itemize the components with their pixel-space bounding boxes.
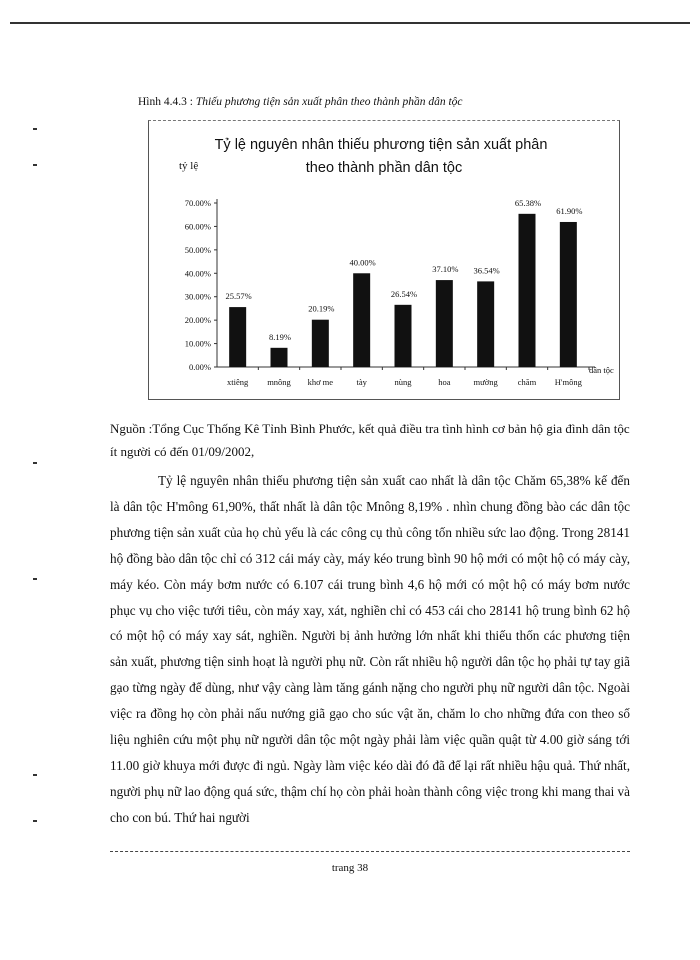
footer-rule bbox=[110, 851, 630, 852]
y-tick-label: 40.00% bbox=[184, 268, 211, 279]
x-tick-label: xtiêng bbox=[227, 377, 249, 387]
scan-speck bbox=[33, 820, 37, 822]
data-label: 36.54% bbox=[473, 265, 500, 276]
data-label: 25.57% bbox=[225, 291, 252, 302]
data-label: 61.90% bbox=[556, 205, 583, 216]
figure-caption bbox=[138, 96, 463, 108]
bar bbox=[312, 320, 329, 367]
bar bbox=[519, 214, 536, 367]
scan-speck bbox=[33, 578, 37, 580]
scan-speck bbox=[33, 164, 37, 166]
bar bbox=[477, 281, 494, 367]
x-tick-label: H'mông bbox=[554, 377, 582, 387]
x-tick-label: nùng bbox=[394, 377, 412, 387]
body-paragraph: Tỷ lệ nguyên nhân thiếu phương tiện sản xuất cao nhất là dân tộc Chăm 65,38% kế đến là dân tộc H'mông 61,90%, thất nhất là dân tộc Mnông 8,19% . nhìn chung đồng bào các dân tộc phương tiện sản xuất của họ chủ yếu là các công cụ thủ công tốn nhiều sức lao động. Trong 28141 hộ đồng bào dân tộc chỉ có 312 cái máy cày, máy kéo trung bình 90 hộ mới có một hộ có máy cày, máy kéo. Còn máy bơm nước có 6.107 cái trung bình 4,6 hộ mới có một hộ có máy bơm nước phục vụ cho việc tưới tiêu, còn máy xay, xát, nghiền chỉ có 453 cái cho 28141 hộ trung bình 62 hộ có một hộ có máy xay sát, nghiền. Người bị ảnh hưởng lớn nhất khi thiếu thốn các phương tiện sản xuất, phương tiện sinh hoạt là người phụ nữ. Còn rất nhiều hộ người dân tộc họ phải tự tay giã gạo từng ngày để dùng, như vậy càng làm tăng gánh nặng cho người phụ nữ người dân tộc. Ngoài việc ra đồng họ còn phải nấu nướng giã gạo cho súc vật ăn, chăm lo cho những đứa con theo số liệu nghiên cứu một phụ nữ người dân tộc một ngày phải làm việc quần quật từ 4.00 giờ sáng tới 11.00 giờ khuya mới được đi ngủ. Ngày làm việc kéo dài đó đã để lại rất nhiều hậu quả. Thứ nhất, người phụ nữ lao động quá sức, thậm chí họ còn phải hoàn thành công việc trong khi mang thai và cho con bú. Thứ hai người bbox=[110, 473, 630, 825]
scan-speck bbox=[33, 128, 37, 130]
figure-caption-text: Thiếu phương tiện sản xuất phân theo thành phần dân tộc bbox=[195, 96, 463, 108]
x-tick-label: hoa bbox=[438, 377, 451, 387]
y-tick-label: 10.00% bbox=[184, 338, 211, 349]
y-tick-label: 20.00% bbox=[184, 315, 211, 326]
bar bbox=[271, 348, 288, 367]
y-tick-label: 50.00% bbox=[184, 244, 211, 255]
x-tick-label: khơ me bbox=[307, 377, 334, 387]
figure-caption-label: Hình 4.4.3 : bbox=[138, 96, 196, 108]
scan-speck bbox=[33, 462, 37, 464]
y-tick-label: 0.00% bbox=[189, 362, 211, 372]
bar bbox=[436, 280, 453, 367]
chart-title-line-2: theo thành phần dân tộc bbox=[305, 160, 463, 176]
y-tick-label: 60.00% bbox=[184, 221, 211, 232]
bar-chart bbox=[149, 121, 619, 399]
x-tick-label: chăm bbox=[517, 377, 537, 387]
y-tick-label: 70.00% bbox=[184, 198, 211, 208]
bar bbox=[395, 305, 412, 367]
y-axis-label: tỷ lệ bbox=[179, 160, 199, 172]
source-note: Nguồn :Tổng Cục Thống Kê Tỉnh Bình Phước, kết quả điều tra tình hình cơ bản hộ gia đình dân tộc ít người có đến 01/09/2002, bbox=[110, 421, 630, 459]
x-tick-label: mường bbox=[473, 377, 498, 387]
bar bbox=[560, 222, 577, 367]
scan-speck bbox=[33, 774, 37, 776]
bar bbox=[229, 307, 246, 367]
data-label: 65.38% bbox=[514, 197, 542, 208]
y-tick-label: 30.00% bbox=[184, 291, 211, 302]
x-axis-label: dân tộc bbox=[589, 365, 614, 375]
chart-title-line-1: Tỷ lệ nguyên nhân thiếu phương tiện sản xuất phân bbox=[214, 137, 548, 153]
page-number: trang 38 bbox=[331, 862, 369, 874]
data-label: 37.10% bbox=[432, 264, 459, 275]
x-tick-label: tày bbox=[356, 377, 367, 387]
data-label: 8.19% bbox=[269, 331, 291, 342]
bar bbox=[353, 273, 370, 367]
data-label: 20.19% bbox=[308, 303, 335, 314]
data-label: 26.54% bbox=[390, 288, 418, 299]
x-tick-label: mnông bbox=[267, 377, 291, 387]
data-label: 40.00% bbox=[349, 257, 376, 268]
body-text bbox=[110, 468, 630, 831]
top-rule bbox=[10, 22, 690, 24]
chart-frame bbox=[148, 120, 620, 400]
